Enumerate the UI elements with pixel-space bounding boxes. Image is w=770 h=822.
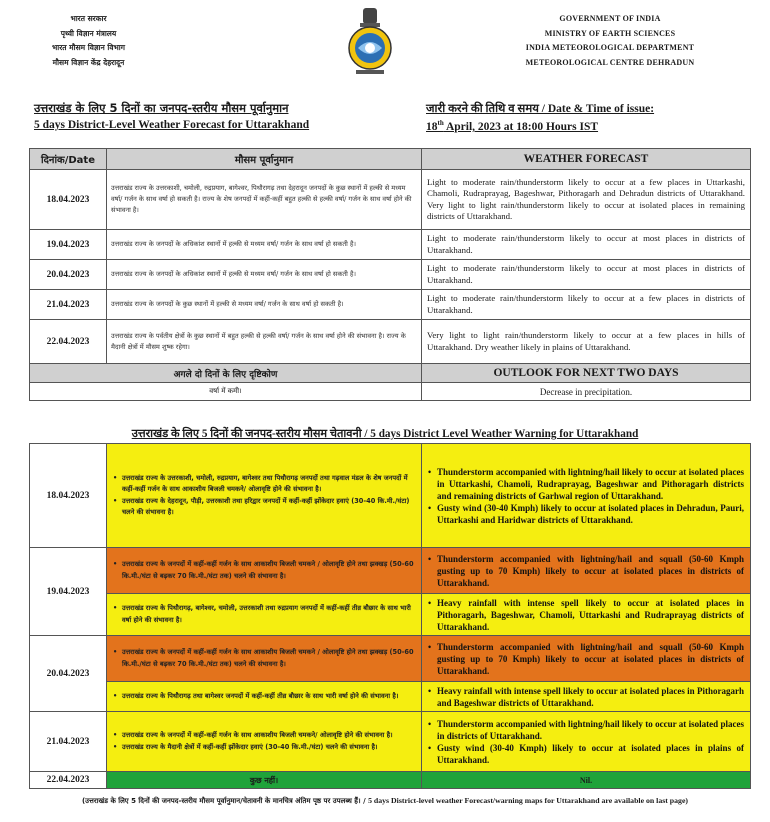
forecast-title-block	[0, 101, 770, 141]
warning-row	[30, 444, 751, 548]
forecast-row	[30, 170, 751, 230]
outlook-value-row	[30, 383, 751, 401]
forecast-english: Light to moderate rain/thunderstorm likely to occur at most places in districts of Uttarakhand.	[422, 260, 751, 290]
english-line-3: INDIA METEOROLOGICAL DEPARTMENT	[525, 43, 695, 52]
warning-date: 20.04.2023	[30, 636, 107, 712]
issue-label: जारी करने की तिथि व समय / Date & Time of issue:	[426, 103, 655, 115]
outlook-title-hindi: अगले दो दिनों के लिए दृष्टिकोण	[30, 364, 422, 383]
warning-english-item: • Thunderstorm accompanied with lightning/hail and squall (50-60 Kmph gusting up to 70 Kmph) likely to occur at isolated places in districts of Uttarakhand.	[428, 553, 744, 589]
issue-rest: April, 2023 at 18:00 Hours IST	[443, 120, 599, 133]
warning-hindi-item: • उत्तराखंड राज्य के उत्तरकाशी, चमोली, रुद्रप्रयाग, बागेश्वर तथा पिथौरागढ़ जनपदों तथा गढ़वाल मंडल के शेष जनपदों में कहीं-कहीं गर्जन के साथ आकाशीय बिजली चमकने/ ओलावृष्टि होने की संभावना है।	[113, 473, 415, 496]
warning-english-item: • Thunderstorm accompanied with lightning/hail likely to occur at isolated places in districts of Uttarakhand.	[428, 718, 744, 742]
forecast-english: Very light to light rain/thunderstorm likely to occur at a few places in hills of Uttarakhand. Dry weather likely in plains of Uttarakhand.	[422, 320, 751, 364]
warning-date: 19.04.2023	[30, 548, 107, 636]
warning-date: 18.04.2023	[30, 444, 107, 548]
forecast-english: Light to moderate rain/thunderstorm likely to occur at a few places in districts of Uttarakhand.	[422, 290, 751, 320]
warning-date: 22.04.2023	[30, 772, 107, 789]
col-header-english: WEATHER FORECAST	[422, 149, 751, 170]
footnote-hindi: (उत्तराखंड के लिए 5 दिनों की जनपद-स्तरीय मौसम पूर्वानुमान/चेतावनी के मानचित्र अंतिम पृष्ठ पर उपलब्ध हैं। /	[81, 797, 369, 805]
warning-english-item: • Gusty wind (30-40 Kmph) likely to occur at isolated places in plains of Uttarakhand.	[428, 742, 744, 766]
warning-english	[422, 548, 751, 594]
warning-hindi-item: • उत्तराखंड राज्य के पिथौरागढ़, बागेश्वर, चमोली, उत्तरकाशी तथा रुद्रप्रयाग जनपदों में कहीं-कहीं तीव्र बौछार के साथ भारी वर्षा होने की संभावना है।	[113, 603, 415, 626]
forecast-english: Light to moderate rain/thunderstorm likely to occur at a few places in Uttarkashi, Chamoli, Rudraprayag, Bageshwar, Pithoragarh and Dehradun districts of Uttarakhand. Very light to light rain/thunderstorm likely to occur at isolated places in remaining districts of Uttarakhand.	[422, 170, 751, 230]
warning-hindi-item: • उत्तराखंड राज्य के जनपदों में कहीं-कहीं गर्जन के साथ आकाशीय बिजली चमकने / ओलावृष्टि होने तथा झक्खड़ (50-60 कि.मी./घंटा से बढ़कर 70 कि.मी./घंटा तक) चलने की संभावना है।	[113, 559, 415, 582]
forecast-header-row	[30, 149, 751, 170]
warning-english-item: • Heavy rainfall with intense spell likely to occur at isolated places in Pithoragarh and Bageshwar districts of Uttarakhand.	[428, 685, 744, 709]
english-line-1: GOVERNMENT OF INDIA	[559, 14, 661, 23]
hindi-line-1: भारत सरकार	[70, 14, 107, 23]
warning-row	[30, 712, 751, 772]
warning-hindi	[107, 682, 422, 712]
issue-datetime	[426, 119, 598, 133]
warning-row	[30, 772, 751, 789]
issue-day: 18	[426, 120, 438, 133]
forecast-hindi: उत्तराखंड राज्य के जनपदों के अधिकांश स्थानों में हल्की से मध्यम वर्षा/ गर्जन के साथ वर्षा हो सकती है।	[107, 230, 422, 260]
warning-english	[422, 444, 751, 548]
warning-english-item: • Gusty wind (30-40 Kmph) likely to occur at isolated places in Dehradun, Pauri, Uttarkashi and Haridwar districts of Uttarakhand.	[428, 502, 744, 526]
warning-hindi-item: • उत्तराखंड राज्य के मैदानी क्षेत्रों में कहीं-कहीं झोंकेदार हवाएं (30-40 कि.मी./घंटा) चलने की संभावना है।	[113, 742, 415, 754]
letterhead-hindi	[52, 12, 125, 70]
warning-row	[30, 682, 751, 712]
letterhead-english	[512, 12, 708, 70]
forecast-hindi: उत्तराखंड राज्य के उत्तरकाशी, चमोली, रुद्रप्रयाग, बागेश्वर, पिथौरागढ़ तथा देहरादून जनपदों के कुछ स्थानों में हल्की से मध्यम वर्षा/ गर्जन के साथ वर्षा हो सकती है। राज्य के शेष जनपदों में कहीं-कहीं बहुत हल्की से हल्की वर्षा/ गर्जन के साथ वर्षा होने की संभावना है।	[107, 170, 422, 230]
footnote-english: 5 days District-level weather Forecast/warning maps for Uttarakhand are available on last page)	[368, 796, 688, 805]
issue-suffix: th	[437, 119, 444, 127]
warning-table	[29, 443, 751, 789]
warning-row	[30, 594, 751, 636]
warning-row	[30, 636, 751, 682]
forecast-english: Light to moderate rain/thunderstorm likely to occur at most places in districts of Uttarakhand.	[422, 230, 751, 260]
forecast-row	[30, 230, 751, 260]
warning-hindi	[107, 594, 422, 636]
english-line-2: MINISTRY OF EARTH SCIENCES	[544, 28, 676, 38]
outlook-hindi: वर्षा में कमी।	[30, 383, 422, 401]
col-header-date: दिनांक/Date	[30, 149, 107, 170]
col-header-hindi: मौसम पूर्वानुमान	[107, 149, 422, 170]
hindi-line-3: भारत मौसम विज्ञान विभाग	[52, 43, 125, 52]
imd-emblem-icon	[344, 6, 396, 76]
forecast-row	[30, 320, 751, 364]
warning-date: 21.04.2023	[30, 712, 107, 772]
warning-english-item: • Thunderstorm accompanied with lightning/hail likely to occur at isolated places in Uttarkashi, Chamoli, Rudraprayag, Bageshwar and Pithoragarh districts and remaining districts of Garhwal region of Uttarakhand.	[428, 466, 744, 502]
letterhead	[0, 0, 770, 84]
forecast-date: 18.04.2023	[30, 170, 107, 230]
outlook-title-english: OUTLOOK FOR NEXT TWO DAYS	[422, 364, 751, 383]
forecast-hindi: उत्तराखंड राज्य के जनपदों के कुछ स्थानों में हल्की से मध्यम वर्षा/ गर्जन के साथ वर्षा हो सकती है।	[107, 290, 422, 320]
forecast-row	[30, 260, 751, 290]
english-line-4: METEOROLOGICAL CENTRE DEHRADUN	[525, 57, 695, 67]
warning-hindi	[107, 636, 422, 682]
forecast-title-english: 5 days District-Level Weather Forecast for Uttarakhand	[34, 119, 310, 131]
outlook-header-row	[30, 364, 751, 383]
hindi-line-4: मौसम विज्ञान केंद्र देहरादून	[52, 57, 125, 67]
forecast-hindi: उत्तराखंड राज्य के पर्वतीय क्षेत्रों के कुछ स्थानों में बहुत हल्की से हल्की वर्षा/ गर्जन के साथ वर्षा होने की संभावना है। राज्य के मैदानी क्षेत्रों में मौसम शुष्क रहेगा।	[107, 320, 422, 364]
forecast-title-hindi: उत्तराखंड के लिए 5 दिनों का जनपद-स्तरीय मौसम पूर्वानुमान	[34, 101, 289, 115]
warning-hindi	[107, 444, 422, 548]
outlook-english: Decrease in precipitation.	[422, 383, 751, 401]
warning-hindi	[107, 712, 422, 772]
warning-english	[422, 712, 751, 772]
warning-english	[422, 594, 751, 636]
warning-english-item: • Thunderstorm accompanied with lightning/hail and squall (50-60 Kmph gusting up to 70 Kmph) likely to occur at isolated places in districts of Uttarakhand.	[428, 641, 744, 677]
warning-hindi-item: • उत्तराखंड राज्य के जनपदों में कहीं-कहीं गर्जन के साथ आकाशीय बिजली चमकने/ ओलावृष्टि होने की संभावना है।	[113, 730, 415, 742]
warning-hindi-item: • उत्तराखंड राज्य के देहरादून, पौड़ी, उत्तरकाशी तथा हरिद्वार जनपदों में कहीं-कहीं झोंकेदार हवाएं (30-40 कि.मी./घंटा) चलने की संभावना है।	[113, 496, 415, 519]
hindi-line-2: पृथ्वी विज्ञान मंत्रालय	[60, 28, 117, 38]
forecast-row	[30, 290, 751, 320]
warning-title: उत्तराखंड के लिए 5 दिनों की जनपद-स्तरीय मौसम चेतावनी / 5 days District Level Weather Warning for Uttarakhand	[131, 428, 639, 440]
warning-english	[422, 682, 751, 712]
forecast-hindi: उत्तराखंड राज्य के जनपदों के अधिकांश स्थानों में हल्की से मध्यम वर्षा/ गर्जन के साथ वर्षा हो सकती है।	[107, 260, 422, 290]
warning-hindi-item: • उत्तराखंड राज्य के पिथौरागढ़ तथा बागेश्वर जनपदों में कहीं-कहीं तीव्र बौछार के साथ भारी वर्षा होने की संभावना है।	[113, 691, 415, 703]
warning-hindi	[107, 548, 422, 594]
warning-hindi-item: • उत्तराखंड राज्य के जनपदों में कहीं-कहीं गर्जन के साथ आकाशीय बिजली चमकने / ओलावृष्टि होने तथा झक्खड़ (50-60 कि.मी./घंटा से बढ़कर 70 कि.मी./घंटा तक) चलने की संभावना है।	[113, 647, 415, 670]
forecast-date: 21.04.2023	[30, 290, 107, 320]
forecast-date: 19.04.2023	[30, 230, 107, 260]
warning-english: Nil.	[422, 772, 751, 789]
warning-row	[30, 548, 751, 594]
forecast-date: 20.04.2023	[30, 260, 107, 290]
warning-hindi: कुछ नहीं।	[107, 772, 422, 789]
forecast-table	[29, 148, 751, 401]
footnote	[40, 795, 730, 807]
warning-english	[422, 636, 751, 682]
warning-english-item: • Heavy rainfall with intense spell likely to occur at isolated places in Pithoragarh, Bageshwar, Chamoli, Uttarkashi and Rudraprayag districts of Uttarakhand.	[428, 597, 744, 633]
forecast-date: 22.04.2023	[30, 320, 107, 364]
